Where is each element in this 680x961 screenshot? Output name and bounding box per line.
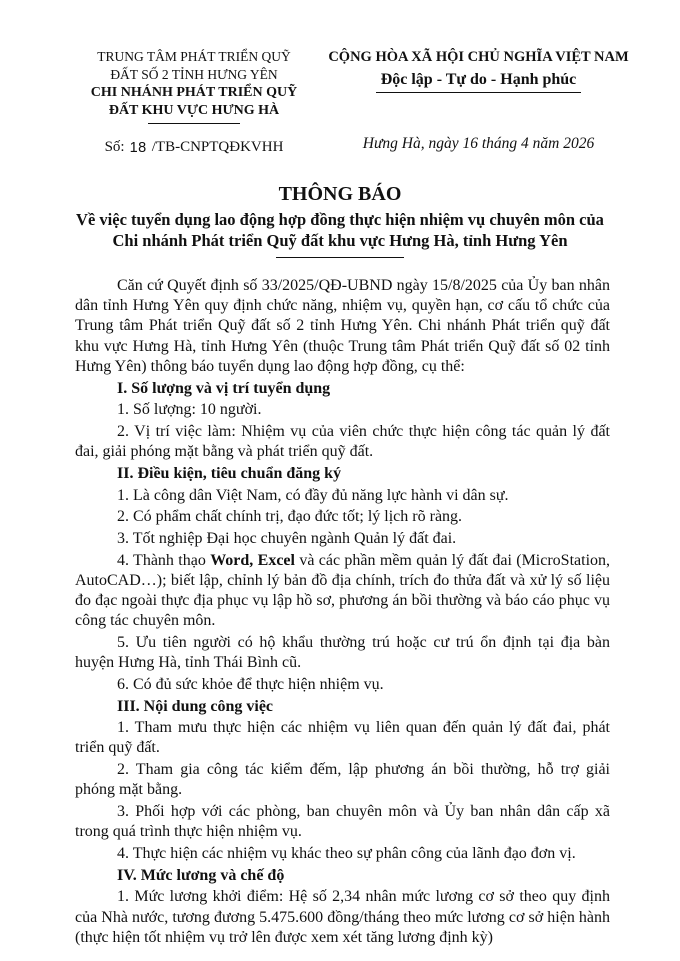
org-name-line2: ĐẤT SỐ 2 TỈNH HƯNG YÊN [110, 67, 278, 82]
body-paragraph: 5. Ưu tiên người có hộ khẩu thường trú hoặc cư trú ổn định tại địa bàn huyện Hưng Hà, tỉnh Thái Bình cũ. [75, 633, 610, 672]
body-paragraph-software-skills [75, 551, 610, 632]
doc-number-label: Số: [104, 139, 125, 155]
body-paragraph: 3. Tốt nghiệp Đại học chuyên ngành Quản lý đất đai. [117, 529, 457, 547]
intro-paragraph: Căn cứ Quyết định số 33/2025/QĐ-UBND ngày 15/8/2025 của Ủy ban nhân dân tỉnh Hưng Yên quy định chức năng, nhiệm vụ, quyền hạn, cơ cấu tổ chức của Trung tâm Phát triển Quỹ đất số 2 tỉnh Hưng Yên. Chi nhánh Phát triển quỹ đất khu vực Hưng Hà, tỉnh Hưng Yên (thuộc Trung tâm Phát triển Quỹ đất số 02 tỉnh Hưng Yên) thông báo tuyển dụng lao động hợp đồng, cụ thể: [75, 277, 610, 375]
org-name-line4: ĐẤT KHU VỰC HƯNG HÀ [108, 103, 280, 118]
text-run: và các phần mềm quản lý đất đai (MicroStation, AutoCAD…); biết lập, chỉnh lý bản đồ địa chính, trích đo thửa đất và xử lý số liệu đo đạc ngoài thực địa phục vụ lập hồ sơ, phương án bồi thường và báo cáo phục vụ công tác chuyên môn. [75, 551, 611, 630]
body-paragraph: 1. Tham mưu thực hiện các nhiệm vụ liên quan đến quản lý đất đai, phát triển quỹ đất. [75, 719, 610, 757]
national-header-block [315, 48, 642, 156]
document-body [0, 258, 680, 948]
document-title: THÔNG BÁO [278, 183, 402, 205]
doc-number [73, 139, 315, 156]
body-paragraph: 2. Tham gia công tác kiểm đếm, lập phương án bồi thường, hỗ trợ giải phóng mặt bằng. [75, 761, 610, 799]
body-paragraph: 1. Là công dân Việt Nam, có đầy đủ năng lực hành vi dân sự. [117, 486, 509, 504]
body-paragraph: 3. Phối hợp với các phòng, ban chuyên môn và Ủy ban nhân dân cấp xã trong quá trình thực hiện nhiệm vụ. [75, 803, 610, 841]
body-paragraph: 4. Thực hiện các nhiệm vụ khác theo sự phân công của lãnh đạo đơn vị. [117, 844, 576, 862]
national-motto: Độc lập - Tự do - Hạnh phúc [376, 69, 582, 93]
org-divider-line [148, 123, 240, 124]
body-paragraph: 1. Số lượng: 10 người. [117, 401, 262, 419]
section-heading-3: III. Nội dung công việc [117, 697, 274, 715]
org-name-line3: CHI NHÁNH PHÁT TRIỂN QUỸ [90, 85, 298, 100]
org-name-line1: TRUNG TÂM PHÁT TRIỂN QUỸ [97, 49, 291, 64]
body-paragraph: 6. Có đủ sức khỏe để thực hiện nhiệm vụ. [117, 675, 384, 693]
document-subtitle-line1: Về việc tuyển dụng lao động hợp đồng thực hiện nhiệm vụ chuyên môn của [76, 210, 604, 229]
national-title: CỘNG HÒA XÃ HỘI CHỦ NGHĨA VIỆT NAM [328, 49, 629, 65]
text-run-bold: Word, Excel [210, 551, 295, 569]
document-header [0, 0, 680, 156]
section-heading-4: IV. Mức lương và chế độ [117, 866, 285, 884]
doc-number-value: 18 [129, 140, 147, 156]
doc-number-suffix: /TB-CNPTQĐKVHH [151, 139, 284, 155]
body-paragraph: 2. Vị trí việc làm: Nhiệm vụ của viên chức thực hiện công tác quản lý đất đai, giải phóng mặt bằng và phát triển quỹ đất. [75, 422, 610, 461]
issuing-org-block [73, 48, 315, 156]
body-paragraph: 2. Có phẩm chất chính trị, đạo đức tốt; lý lịch rõ ràng. [117, 508, 463, 526]
document-subtitle-line2: Chi nhánh Phát triển Quỹ đất khu vực Hưng Hà, tỉnh Hưng Yên [112, 231, 568, 250]
section-heading-1: I. Số lượng và vị trí tuyển dụng [117, 379, 331, 397]
place-and-date: Hưng Hà, ngày 16 tháng 4 năm 2026 [362, 135, 595, 152]
body-paragraph: 1. Mức lương khởi điểm: Hệ số 2,34 nhân mức lương cơ sở theo quy định của Nhà nước, tương đương 5.475.600 đồng/tháng theo mức lương cơ sở hiện hành (thực hiện tốt nhiệm vụ trở lên được xem xét tăng lương định kỳ) [75, 888, 610, 946]
text-run: 4. Thành thạo [117, 551, 211, 569]
section-heading-2: II. Điều kiện, tiêu chuẩn đăng ký [117, 464, 342, 482]
document-title-block [0, 182, 680, 258]
